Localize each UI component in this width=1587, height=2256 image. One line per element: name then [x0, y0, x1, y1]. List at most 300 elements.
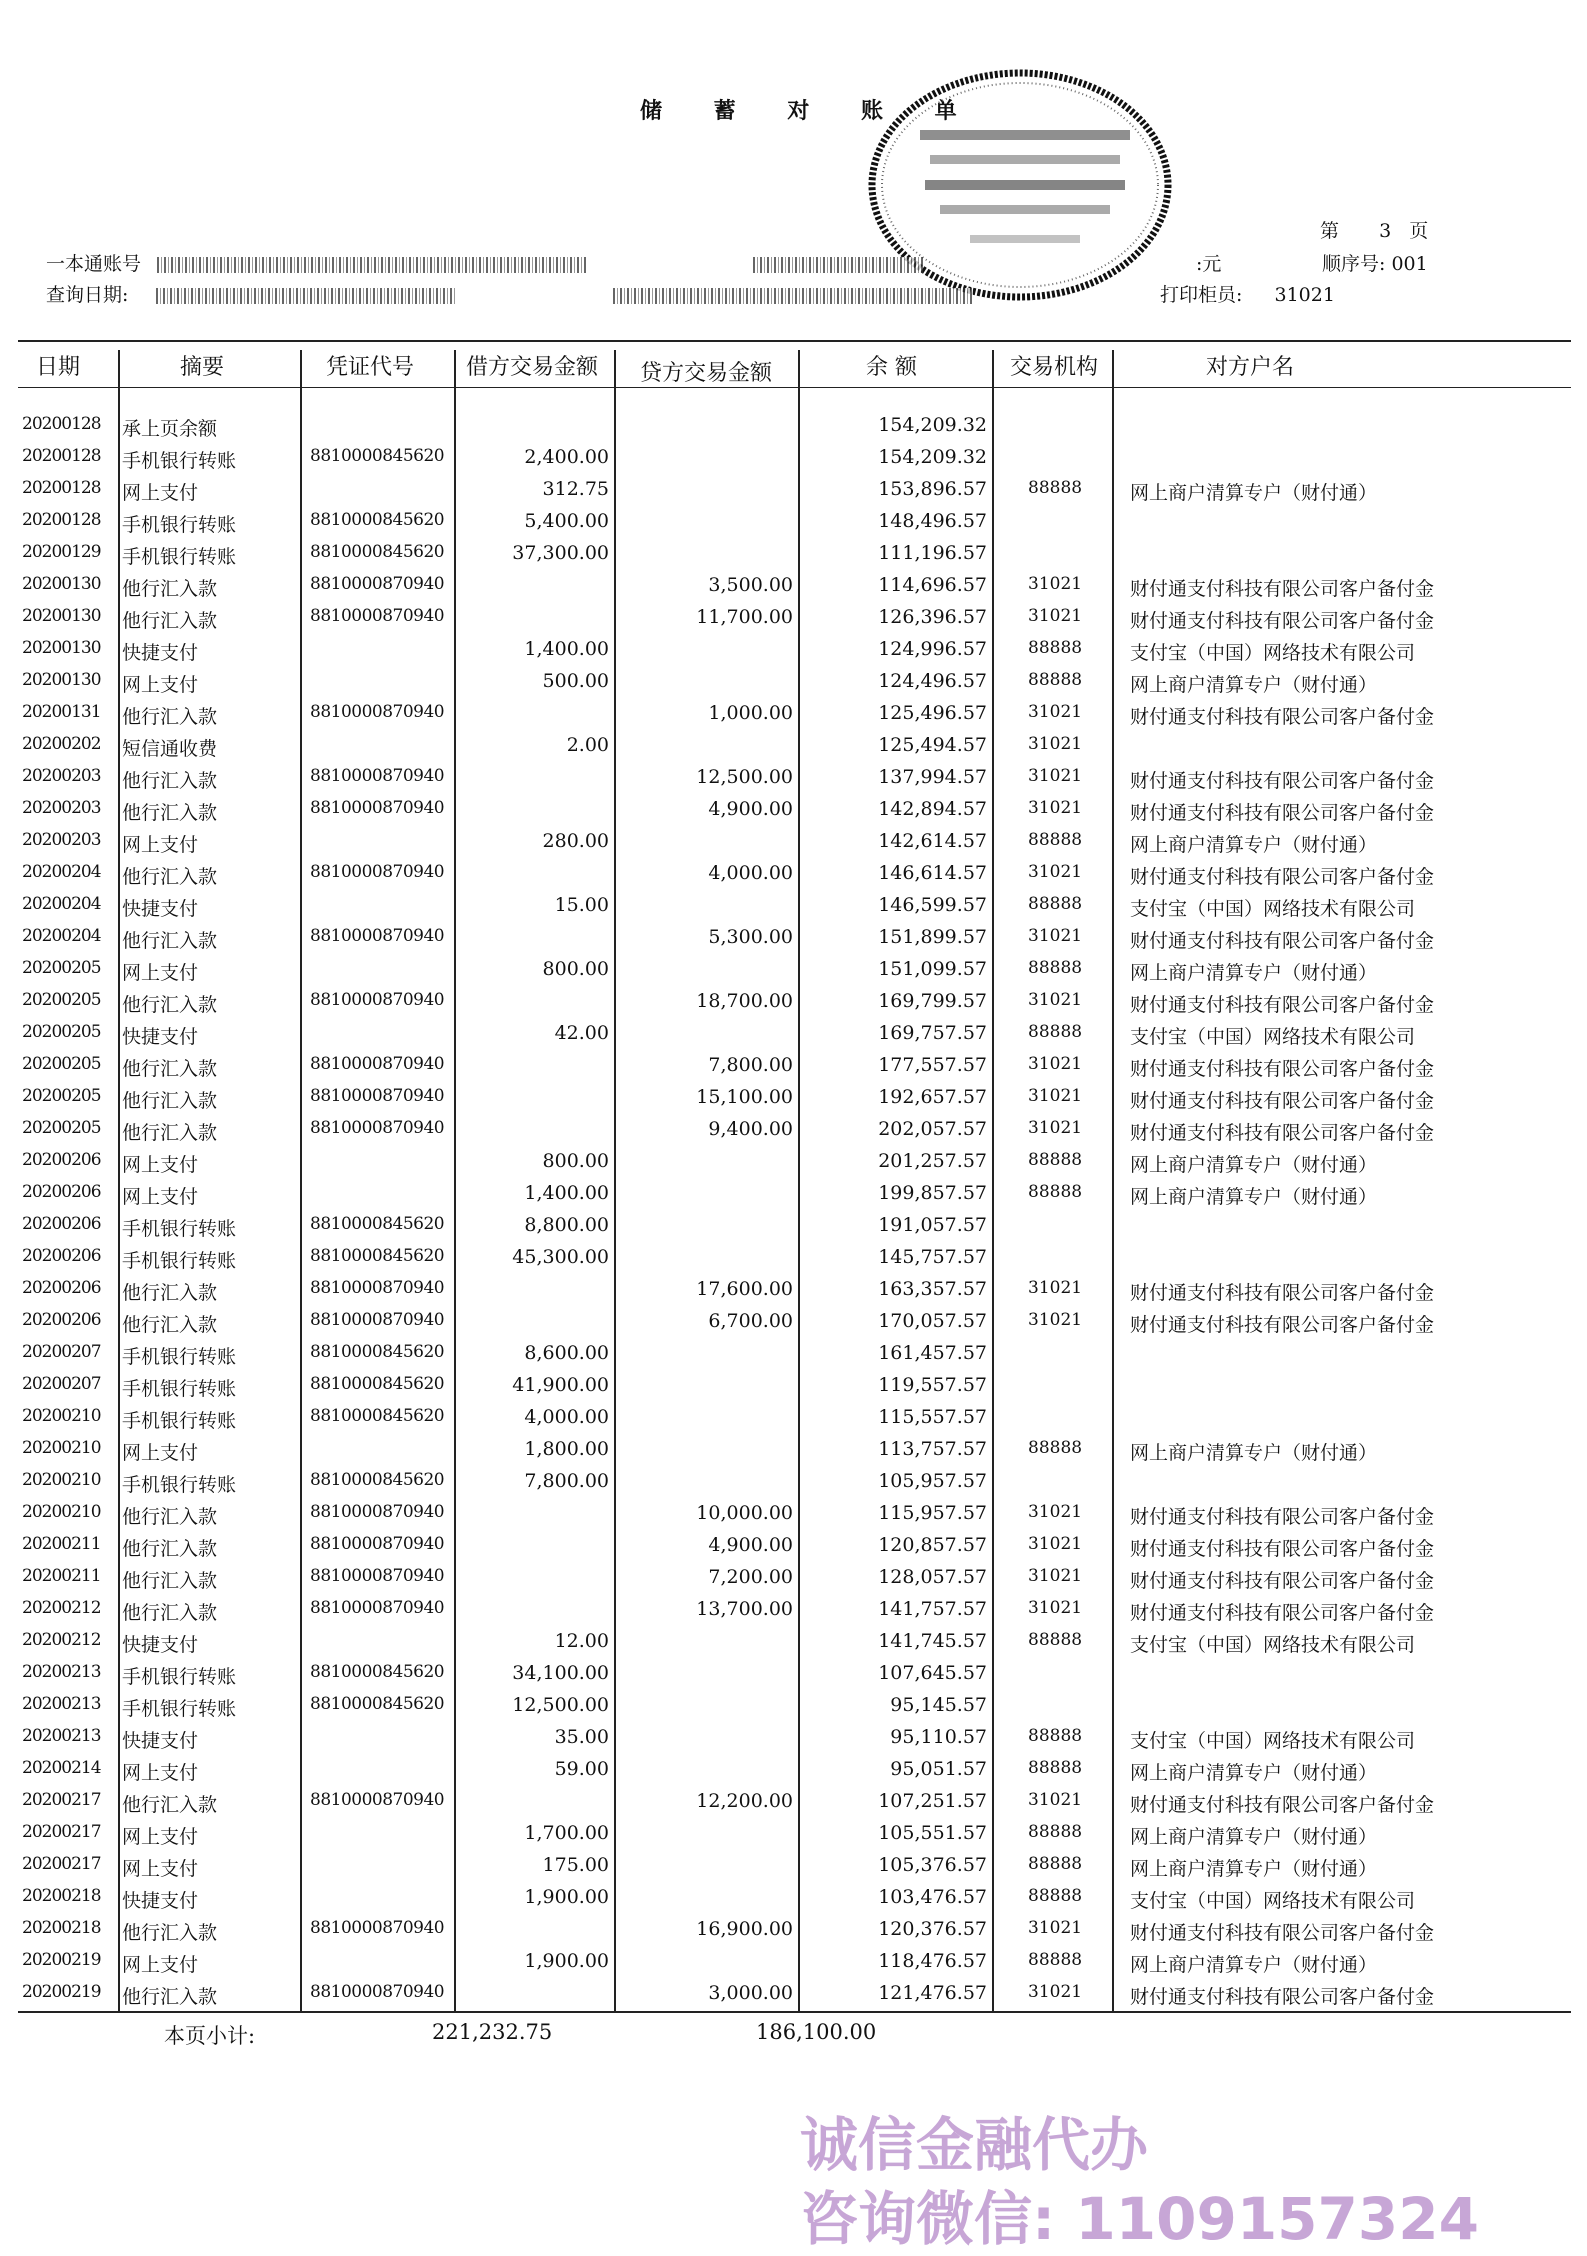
- row-credit: 9,400.00: [708, 1118, 793, 1140]
- row-counterparty: 财付通支付科技有限公司客户备付金: [1130, 770, 1435, 792]
- table-row: [0, 1594, 1587, 1626]
- row-institution: 88888: [1028, 1438, 1083, 1458]
- row-credit: 1,000.00: [708, 702, 793, 724]
- row-balance: 163,357.57: [878, 1278, 987, 1300]
- row-balance: 142,614.57: [878, 830, 987, 852]
- row-voucher: 8810000870940: [310, 702, 445, 722]
- row-counterparty: 财付通支付科技有限公司客户备付金: [1130, 610, 1435, 632]
- row-summary: 他行汇入款: [122, 1058, 218, 1080]
- row-date: 20200205: [22, 990, 101, 1010]
- table-row: [0, 986, 1587, 1018]
- row-voucher: 8810000870940: [310, 990, 445, 1010]
- table-row: [0, 1786, 1587, 1818]
- row-credit: 3,000.00: [708, 1982, 793, 2004]
- table-row: [0, 1082, 1587, 1114]
- row-counterparty: 支付宝（中国）网络技术有限公司: [1130, 1634, 1416, 1656]
- row-summary: 他行汇入款: [122, 770, 218, 792]
- row-credit: 12,500.00: [696, 766, 793, 788]
- row-debit: 5,400.00: [524, 510, 609, 532]
- col-header-counterparty: 对方户名: [1206, 355, 1295, 380]
- row-counterparty: 财付通支付科技有限公司客户备付金: [1130, 994, 1435, 1016]
- table-top-rule: [18, 340, 1571, 342]
- row-debit: 12,500.00: [512, 1694, 609, 1716]
- row-voucher: 8810000870940: [310, 798, 445, 818]
- row-institution: 88888: [1028, 894, 1083, 914]
- row-institution: 88888: [1028, 1182, 1083, 1202]
- row-balance: 137,994.57: [878, 766, 987, 788]
- row-credit: 15,100.00: [696, 1086, 793, 1108]
- row-credit: 4,900.00: [708, 798, 793, 820]
- row-date: 20200213: [22, 1662, 101, 1682]
- row-date: 20200207: [22, 1374, 101, 1394]
- row-summary: 网上支付: [122, 482, 199, 504]
- row-debit: 1,400.00: [524, 1182, 609, 1204]
- row-summary: 他行汇入款: [122, 1570, 218, 1592]
- row-summary: 手机银行转账: [122, 1410, 237, 1432]
- row-institution: 88888: [1028, 478, 1083, 498]
- row-debit: 312.75: [542, 478, 609, 500]
- row-debit: 35.00: [554, 1726, 609, 1748]
- row-summary: 网上支付: [122, 962, 199, 984]
- row-voucher: 8810000870940: [310, 1566, 445, 1586]
- row-date: 20200218: [22, 1886, 101, 1906]
- row-summary: 承上页余额: [122, 418, 218, 440]
- row-institution: 88888: [1028, 1630, 1083, 1650]
- row-counterparty: 财付通支付科技有限公司客户备付金: [1130, 1122, 1435, 1144]
- table-row: [0, 538, 1587, 570]
- row-institution: 31021: [1028, 1310, 1083, 1330]
- query-date-row: [46, 280, 973, 307]
- table-row: [0, 1914, 1587, 1946]
- row-date: 20200130: [22, 638, 101, 658]
- watermark-line-1: 诚信金融代办: [800, 2111, 1149, 2179]
- row-date: 20200130: [22, 670, 101, 690]
- row-date: 20200213: [22, 1726, 101, 1746]
- row-balance: 105,551.57: [878, 1822, 987, 1844]
- row-summary: 他行汇入款: [122, 1506, 218, 1528]
- subtotal-label: 本页小计:: [164, 2024, 256, 2048]
- row-date: 20200210: [22, 1470, 101, 1490]
- row-counterparty: 网上商户清算专户（财付通）: [1130, 962, 1378, 984]
- row-counterparty: 网上商户清算专户（财付通）: [1130, 1826, 1378, 1848]
- row-voucher: 8810000870940: [310, 1790, 445, 1810]
- row-voucher: 8810000870940: [310, 1118, 445, 1138]
- table-row: [0, 730, 1587, 762]
- row-balance: 146,599.57: [878, 894, 987, 916]
- row-voucher: 8810000845620: [310, 1342, 445, 1362]
- row-credit: 10,000.00: [696, 1502, 793, 1524]
- redacted-date-range: [156, 288, 456, 304]
- row-credit: 3,500.00: [708, 574, 793, 596]
- printer-teller: [1160, 280, 1335, 307]
- row-summary: 网上支付: [122, 834, 199, 856]
- row-date: 20200204: [22, 926, 101, 946]
- table-row: [0, 698, 1587, 730]
- table-row: [0, 1498, 1587, 1530]
- row-counterparty: 网上商户清算专户（财付通）: [1130, 1154, 1378, 1176]
- row-debit: 7,800.00: [524, 1470, 609, 1492]
- table-row: [0, 1946, 1587, 1978]
- row-summary: 他行汇入款: [122, 610, 218, 632]
- table-row: [0, 1882, 1587, 1914]
- row-balance: 128,057.57: [878, 1566, 987, 1588]
- row-voucher: 8810000845620: [310, 1406, 445, 1426]
- currency: :元: [1196, 253, 1222, 275]
- row-counterparty: 财付通支付科技有限公司客户备付金: [1130, 1506, 1435, 1528]
- row-institution: 31021: [1028, 1598, 1083, 1618]
- row-institution: 88888: [1028, 638, 1083, 658]
- row-date: 20200203: [22, 830, 101, 850]
- row-summary: 他行汇入款: [122, 1090, 218, 1112]
- row-date: 20200205: [22, 1118, 101, 1138]
- row-debit: 800.00: [542, 958, 609, 980]
- row-date: 20200210: [22, 1406, 101, 1426]
- row-credit: 7,200.00: [708, 1566, 793, 1588]
- row-credit: 16,900.00: [696, 1918, 793, 1940]
- row-credit: 4,900.00: [708, 1534, 793, 1556]
- table-row: [0, 922, 1587, 954]
- row-debit: 8,800.00: [524, 1214, 609, 1236]
- row-balance: 114,696.57: [878, 574, 987, 596]
- row-voucher: 8810000845620: [310, 1214, 445, 1234]
- row-summary: 他行汇入款: [122, 930, 218, 952]
- row-summary: 手机银行转账: [122, 514, 237, 536]
- row-debit: 2,400.00: [524, 446, 609, 468]
- row-institution: 31021: [1028, 766, 1083, 786]
- row-counterparty: 网上商户清算专户（财付通）: [1130, 674, 1378, 696]
- row-debit: 1,400.00: [524, 638, 609, 660]
- row-date: 20200131: [22, 702, 101, 722]
- row-institution: 31021: [1028, 1054, 1083, 1074]
- row-institution: 88888: [1028, 1758, 1083, 1778]
- row-date: 20200219: [22, 1950, 101, 1970]
- row-counterparty: 网上商户清算专户（财付通）: [1130, 482, 1378, 504]
- table-bottom-rule: [18, 2011, 1571, 2013]
- page-suffix: 页: [1409, 220, 1429, 242]
- row-institution: 88888: [1028, 1822, 1083, 1842]
- row-date: 20200217: [22, 1854, 101, 1874]
- row-balance: 119,557.57: [878, 1374, 987, 1396]
- row-credit: 6,700.00: [708, 1310, 793, 1332]
- row-counterparty: 财付通支付科技有限公司客户备付金: [1130, 1986, 1435, 2008]
- row-balance: 151,899.57: [878, 926, 987, 948]
- row-debit: 800.00: [542, 1150, 609, 1172]
- row-debit: 1,800.00: [524, 1438, 609, 1460]
- row-institution: 31021: [1028, 606, 1083, 626]
- row-balance: 148,496.57: [878, 510, 987, 532]
- table-row: [0, 442, 1587, 474]
- page-number: 3: [1379, 220, 1392, 242]
- row-institution: 88888: [1028, 1854, 1083, 1874]
- row-summary: 手机银行转账: [122, 450, 237, 472]
- row-counterparty: 网上商户清算专户（财付通）: [1130, 1858, 1378, 1880]
- row-institution: 31021: [1028, 926, 1083, 946]
- row-debit: 1,900.00: [524, 1950, 609, 1972]
- row-debit: 175.00: [542, 1854, 609, 1876]
- row-voucher: 8810000870940: [310, 574, 445, 594]
- row-summary: 快捷支付: [122, 1730, 199, 1752]
- row-balance: 146,614.57: [878, 862, 987, 884]
- row-voucher: 8810000845620: [310, 542, 445, 562]
- row-date: 20200219: [22, 1982, 101, 2002]
- row-counterparty: 网上商户清算专户（财付通）: [1130, 834, 1378, 856]
- row-voucher: 8810000870940: [310, 1086, 445, 1106]
- row-counterparty: 财付通支付科技有限公司客户备付金: [1130, 1602, 1435, 1624]
- row-counterparty: 支付宝（中国）网络技术有限公司: [1130, 642, 1416, 664]
- row-counterparty: 支付宝（中国）网络技术有限公司: [1130, 1026, 1416, 1048]
- table-row: [0, 1178, 1587, 1210]
- row-date: 20200214: [22, 1758, 101, 1778]
- row-voucher: 8810000870940: [310, 1278, 445, 1298]
- table-row: [0, 1562, 1587, 1594]
- row-summary: 网上支付: [122, 1954, 199, 1976]
- table-row: [0, 1306, 1587, 1338]
- row-institution: 88888: [1028, 1886, 1083, 1906]
- row-summary: 网上支付: [122, 1154, 199, 1176]
- row-voucher: 8810000845620: [310, 1246, 445, 1266]
- watermark-line-2: 咨询微信: 1109157324: [800, 2185, 1479, 2253]
- row-balance: 124,496.57: [878, 670, 987, 692]
- row-balance: 115,557.57: [878, 1406, 987, 1428]
- row-balance: 95,051.57: [890, 1758, 987, 1780]
- row-counterparty: 财付通支付科技有限公司客户备付金: [1130, 1090, 1435, 1112]
- row-balance: 142,894.57: [878, 798, 987, 820]
- row-credit: 4,000.00: [708, 862, 793, 884]
- row-date: 20200217: [22, 1790, 101, 1810]
- row-debit: 34,100.00: [512, 1662, 609, 1684]
- row-counterparty: 财付通支付科技有限公司客户备付金: [1130, 1794, 1435, 1816]
- row-summary: 网上支付: [122, 1858, 199, 1880]
- row-counterparty: 支付宝（中国）网络技术有限公司: [1130, 1730, 1416, 1752]
- row-balance: 113,757.57: [878, 1438, 987, 1460]
- row-balance: 105,376.57: [878, 1854, 987, 1876]
- row-date: 20200211: [22, 1566, 101, 1586]
- row-date: 20200128: [22, 414, 101, 434]
- row-date: 20200212: [22, 1598, 101, 1618]
- table-row: [0, 1050, 1587, 1082]
- row-counterparty: 财付通支付科技有限公司客户备付金: [1130, 1058, 1435, 1080]
- row-summary: 网上支付: [122, 1442, 199, 1464]
- row-debit: 1,700.00: [524, 1822, 609, 1844]
- table-row: [0, 858, 1587, 890]
- row-date: 20200211: [22, 1534, 101, 1554]
- row-voucher: 8810000845620: [310, 1374, 445, 1394]
- row-summary: 手机银行转账: [122, 1378, 237, 1400]
- row-counterparty: 网上商户清算专户（财付通）: [1130, 1442, 1378, 1464]
- table-row: [0, 1434, 1587, 1466]
- printer-label: 打印柜员:: [1160, 284, 1243, 306]
- table-row: [0, 794, 1587, 826]
- row-date: 20200202: [22, 734, 101, 754]
- page-prefix: 第: [1320, 220, 1340, 242]
- row-balance: 125,496.57: [878, 702, 987, 724]
- table-row: [0, 1274, 1587, 1306]
- row-voucher: 8810000870940: [310, 1598, 445, 1618]
- row-credit: 11,700.00: [696, 606, 793, 628]
- row-institution: 31021: [1028, 574, 1083, 594]
- table-row: [0, 474, 1587, 506]
- row-counterparty: 支付宝（中国）网络技术有限公司: [1130, 898, 1416, 920]
- transaction-table: [0, 410, 1587, 2010]
- table-row: [0, 1754, 1587, 1786]
- table-header-rule: [18, 387, 1571, 388]
- row-balance: 121,476.57: [878, 1982, 987, 2004]
- row-date: 20200206: [22, 1150, 101, 1170]
- row-summary: 他行汇入款: [122, 994, 218, 1016]
- row-balance: 141,745.57: [878, 1630, 987, 1652]
- row-date: 20200128: [22, 478, 101, 498]
- row-credit: 17,600.00: [696, 1278, 793, 1300]
- account-label: 一本通账号: [46, 253, 142, 275]
- table-row: [0, 890, 1587, 922]
- row-voucher: 8810000870940: [310, 1054, 445, 1074]
- row-institution: 31021: [1028, 1534, 1083, 1554]
- row-counterparty: 网上商户清算专户（财付通）: [1130, 1186, 1378, 1208]
- row-balance: 105,957.57: [878, 1470, 987, 1492]
- row-balance: 161,457.57: [878, 1342, 987, 1364]
- row-balance: 199,857.57: [878, 1182, 987, 1204]
- row-institution: 31021: [1028, 1502, 1083, 1522]
- row-balance: 124,996.57: [878, 638, 987, 660]
- row-date: 20200206: [22, 1310, 101, 1330]
- row-summary: 短信通收费: [122, 738, 218, 760]
- col-header-summary: 摘要: [180, 355, 225, 380]
- row-credit: 13,700.00: [696, 1598, 793, 1620]
- row-summary: 手机银行转账: [122, 1346, 237, 1368]
- row-summary: 网上支付: [122, 674, 199, 696]
- row-credit: 5,300.00: [708, 926, 793, 948]
- row-institution: 31021: [1028, 1118, 1083, 1138]
- row-counterparty: 财付通支付科技有限公司客户备付金: [1130, 930, 1435, 952]
- page-indicator: [1320, 216, 1428, 243]
- row-date: 20200130: [22, 606, 101, 626]
- row-institution: 88888: [1028, 830, 1083, 850]
- table-row: [0, 410, 1587, 442]
- table-row: [0, 1530, 1587, 1562]
- row-balance: 169,757.57: [878, 1022, 987, 1044]
- row-date: 20200213: [22, 1694, 101, 1714]
- row-counterparty: 财付通支付科技有限公司客户备付金: [1130, 802, 1435, 824]
- table-row: [0, 1146, 1587, 1178]
- row-date: 20200204: [22, 894, 101, 914]
- row-debit: 8,600.00: [524, 1342, 609, 1364]
- row-counterparty: 网上商户清算专户（财付通）: [1130, 1762, 1378, 1784]
- row-counterparty: 财付通支付科技有限公司客户备付金: [1130, 1922, 1435, 1944]
- row-credit: 12,200.00: [696, 1790, 793, 1812]
- row-institution: 31021: [1028, 734, 1083, 754]
- table-row: [0, 1818, 1587, 1850]
- row-summary: 快捷支付: [122, 642, 199, 664]
- row-summary: 他行汇入款: [122, 1794, 218, 1816]
- row-date: 20200210: [22, 1502, 101, 1522]
- row-counterparty: 财付通支付科技有限公司客户备付金: [1130, 866, 1435, 888]
- row-institution: 31021: [1028, 862, 1083, 882]
- row-voucher: 8810000845620: [310, 1662, 445, 1682]
- table-row: [0, 1210, 1587, 1242]
- row-balance: 107,645.57: [878, 1662, 987, 1684]
- row-institution: 31021: [1028, 990, 1083, 1010]
- table-row: [0, 666, 1587, 698]
- row-institution: 88888: [1028, 1726, 1083, 1746]
- row-counterparty: 支付宝（中国）网络技术有限公司: [1130, 1890, 1416, 1912]
- row-summary: 他行汇入款: [122, 578, 218, 600]
- row-balance: 125,494.57: [878, 734, 987, 756]
- row-voucher: 8810000845620: [310, 446, 445, 466]
- row-balance: 118,476.57: [878, 1950, 987, 1972]
- row-balance: 111,196.57: [878, 542, 987, 564]
- row-debit: 59.00: [554, 1758, 609, 1780]
- table-row: [0, 1690, 1587, 1722]
- row-summary: 他行汇入款: [122, 866, 218, 888]
- row-balance: 154,209.32: [878, 414, 987, 436]
- row-date: 20200206: [22, 1214, 101, 1234]
- table-row: [0, 602, 1587, 634]
- row-summary: 手机银行转账: [122, 546, 237, 568]
- row-balance: 202,057.57: [878, 1118, 987, 1140]
- row-institution: 31021: [1028, 1278, 1083, 1298]
- row-institution: 88888: [1028, 1950, 1083, 1970]
- row-debit: 15.00: [554, 894, 609, 916]
- row-summary: 他行汇入款: [122, 1602, 218, 1624]
- row-summary: 手机银行转账: [122, 1698, 237, 1720]
- row-date: 20200210: [22, 1438, 101, 1458]
- subtotal-credit: 186,100.00: [756, 2020, 877, 2044]
- row-institution: 88888: [1028, 670, 1083, 690]
- table-row: [0, 1338, 1587, 1370]
- row-counterparty: 财付通支付科技有限公司客户备付金: [1130, 706, 1435, 728]
- redacted-field: [753, 257, 923, 273]
- table-row: [0, 1242, 1587, 1274]
- col-header-date: 日期: [36, 355, 81, 380]
- table-row: [0, 1370, 1587, 1402]
- row-credit: 7,800.00: [708, 1054, 793, 1076]
- row-voucher: 8810000870940: [310, 606, 445, 626]
- table-row: [0, 1722, 1587, 1754]
- row-voucher: 8810000845620: [310, 1694, 445, 1714]
- row-balance: 170,057.57: [878, 1310, 987, 1332]
- statement-title: 储 蓄 对 账 单: [640, 98, 979, 124]
- printer-value: 31021: [1274, 284, 1335, 306]
- table-row: [0, 1658, 1587, 1690]
- table-row: [0, 1978, 1587, 2010]
- sequence-label: 顺序号:: [1322, 253, 1386, 275]
- row-balance: 177,557.57: [878, 1054, 987, 1076]
- row-institution: 88888: [1028, 1022, 1083, 1042]
- sequence-value: 001: [1391, 253, 1428, 275]
- row-date: 20200205: [22, 1022, 101, 1042]
- col-header-credit: 贷方交易金额: [640, 361, 773, 386]
- row-institution: 31021: [1028, 1790, 1083, 1810]
- row-date: 20200203: [22, 766, 101, 786]
- row-summary: 手机银行转账: [122, 1666, 237, 1688]
- row-institution: 31021: [1028, 1086, 1083, 1106]
- row-balance: 151,099.57: [878, 958, 987, 980]
- row-summary: 手机银行转账: [122, 1474, 237, 1496]
- col-header-debit: 借方交易金额: [466, 355, 599, 380]
- redacted-print-time: [613, 288, 973, 304]
- account-row: [46, 249, 923, 276]
- table-row: [0, 1466, 1587, 1498]
- table-row: [0, 762, 1587, 794]
- row-credit: 18,700.00: [696, 990, 793, 1012]
- row-summary: 他行汇入款: [122, 706, 218, 728]
- row-summary: 网上支付: [122, 1762, 199, 1784]
- row-balance: 126,396.57: [878, 606, 987, 628]
- row-date: 20200207: [22, 1342, 101, 1362]
- row-date: 20200128: [22, 510, 101, 530]
- row-institution: 31021: [1028, 1918, 1083, 1938]
- row-summary: 快捷支付: [122, 898, 199, 920]
